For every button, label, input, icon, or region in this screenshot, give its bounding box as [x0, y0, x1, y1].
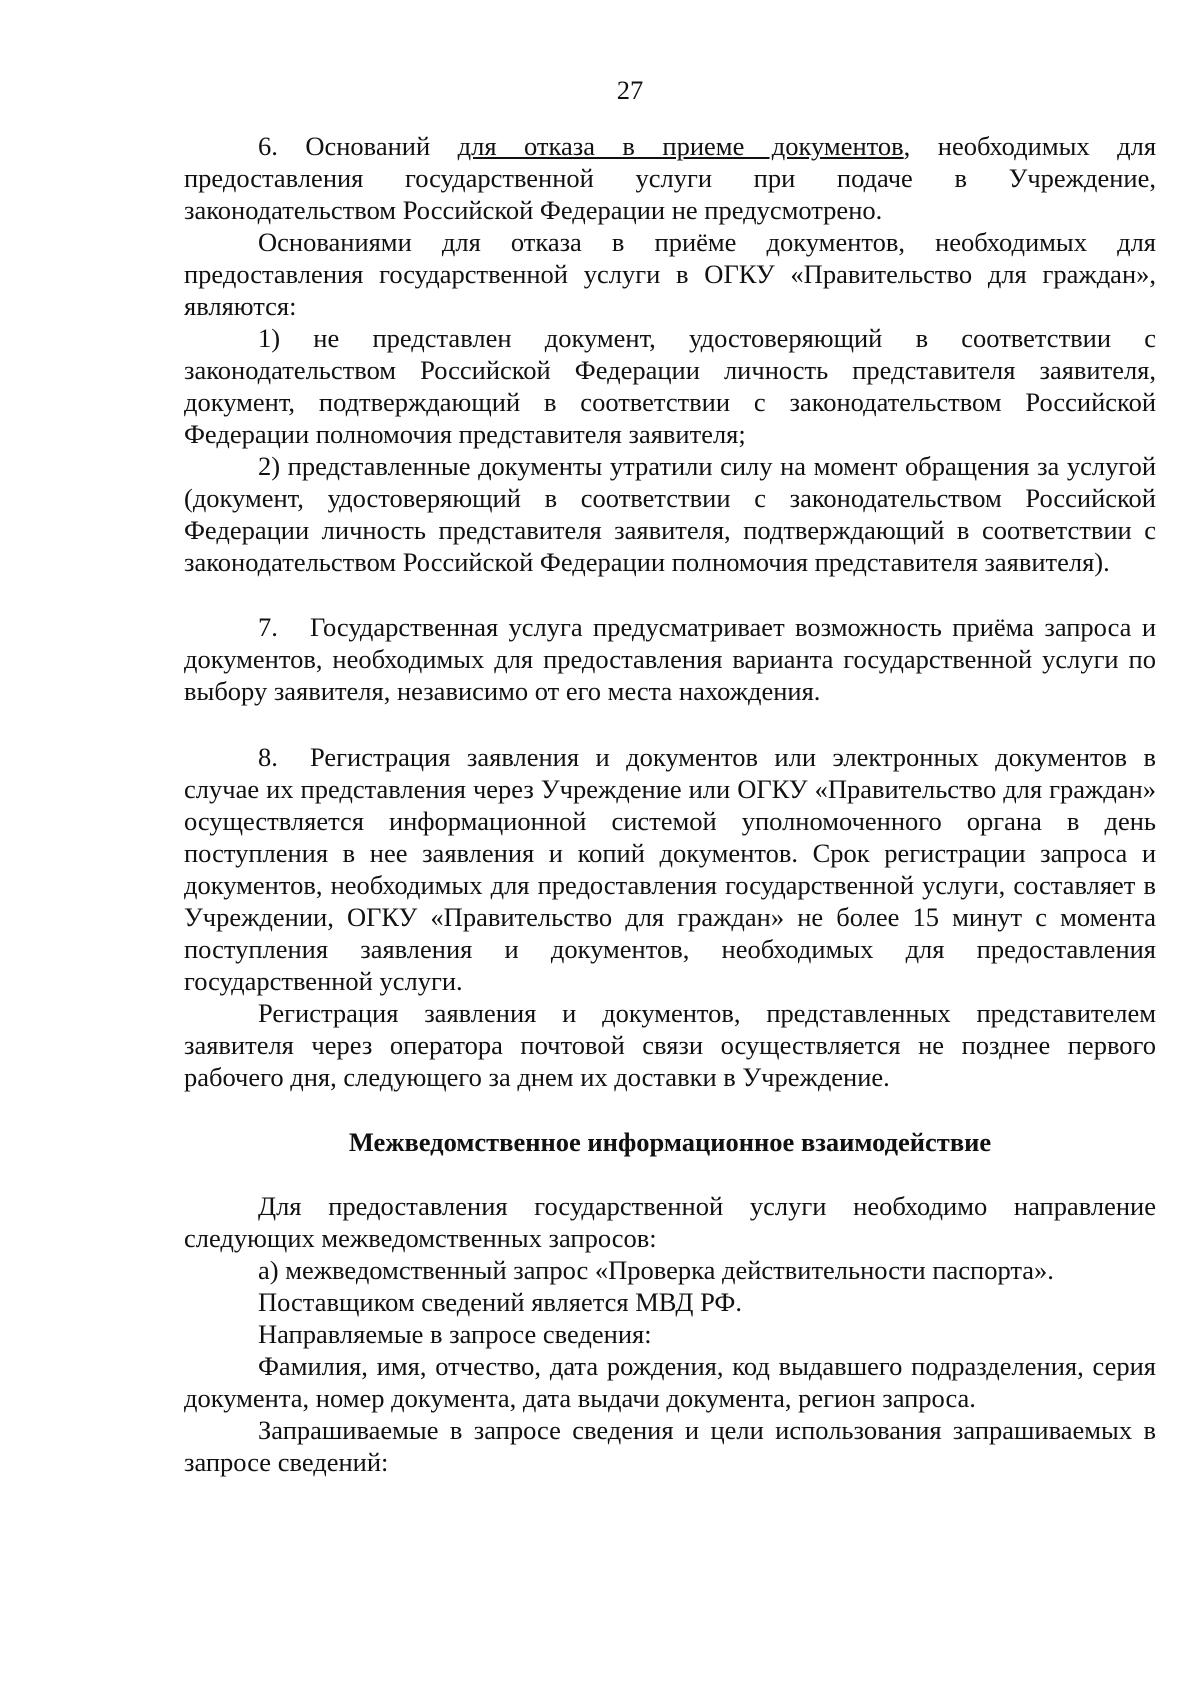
interagency-paragraph-6: Запрашиваемые в запросе сведения и цели использования запрашиваемых в запросе сведений: [184, 1415, 1156, 1477]
interagency-paragraph-4: Направляемые в запросе сведения: [258, 1319, 652, 1349]
section-6-prefix: 6. Оснований [258, 131, 458, 161]
section-7-text: Государственная услуга предусматривает возможность приёма запроса и документов, необходимых для предоставления варианта государственной услуги по выбору заявителя, независимо от его места нахождения. [184, 612, 1156, 706]
section-7-paragraph [184, 611, 1156, 707]
interagency-paragraph-3: Поставщиком сведений является МВД РФ. [258, 1287, 742, 1317]
section-6-rest: , необходимых для предоставления государственной услуги при подаче в Учреждение, законодательством Российской Федерации не предусмотрено. [184, 131, 1157, 225]
section-6-underlined-text: для отказа в приеме документов [457, 131, 904, 161]
document-body [184, 130, 1156, 1478]
section-7-number: 7. [258, 612, 278, 642]
section-8-number: 8. [258, 742, 278, 772]
section-6-item-2: 2) представленные документы утратили силу на момент обращения за услугой (документ, удостоверяющий в соответствии с законодательством Российской Федерации личность представителя заявителя, подтверждающий в соответствии с законодательством Российской Федерации полномочия представителя заявителя). [184, 451, 1156, 577]
section-8-text: Регистрация заявления и документов или электронных документов в случае их представления через Учреждение или ОГКУ «Правительство для граждан» осуществляется информационной системой уполномоченного органа в день поступления в нее заявления и копий документов. Срок регистрации запроса и документов, необходимых для предоставления государственной услуги, составляет в Учреждении, ОГКУ «Правительство для граждан» не более 15 минут с момента поступления заявления и документов, необходимых для предоставления государственной услуги. [184, 742, 1156, 996]
interagency-paragraph-1: Для предоставления государственной услуги необходимо направление следующих межведомственных запросов: [184, 1191, 1156, 1253]
section-6-grounds-paragraph: Основаниями для отказа в приёме документов, необходимых для предоставления государственной услуги в ОГКУ «Правительство для граждан», являются: [184, 227, 1156, 321]
interagency-paragraph-2: а) межведомственный запрос «Проверка действительности паспорта». [258, 1255, 1054, 1285]
section-6-item-1: 1) не представлен документ, удостоверяющий в соответствии с законодательством Российской Федерации личность представителя заявителя, документ, подтверждающий в соответствии с законодательством Российской Федерации полномочия представителя заявителя; [184, 323, 1156, 449]
section-heading: Межведомственное информационное взаимодействие [348, 1127, 992, 1157]
section-8-paragraph [184, 741, 1156, 997]
section-6-paragraph [184, 130, 1156, 226]
page-number: 27 [616, 75, 644, 105]
section-8-postal-paragraph: Регистрация заявления и документов, представленных представителем заявителя через оператора почтовой связи осуществляется не позднее первого рабочего дня, следующего за днем их доставки в Учреждение. [184, 998, 1156, 1092]
interagency-paragraph-5: Фамилия, имя, отчество, дата рождения, код выдавшего подразделения, серия документа, номер документа, дата выдачи документа, регион запроса. [184, 1351, 1156, 1413]
